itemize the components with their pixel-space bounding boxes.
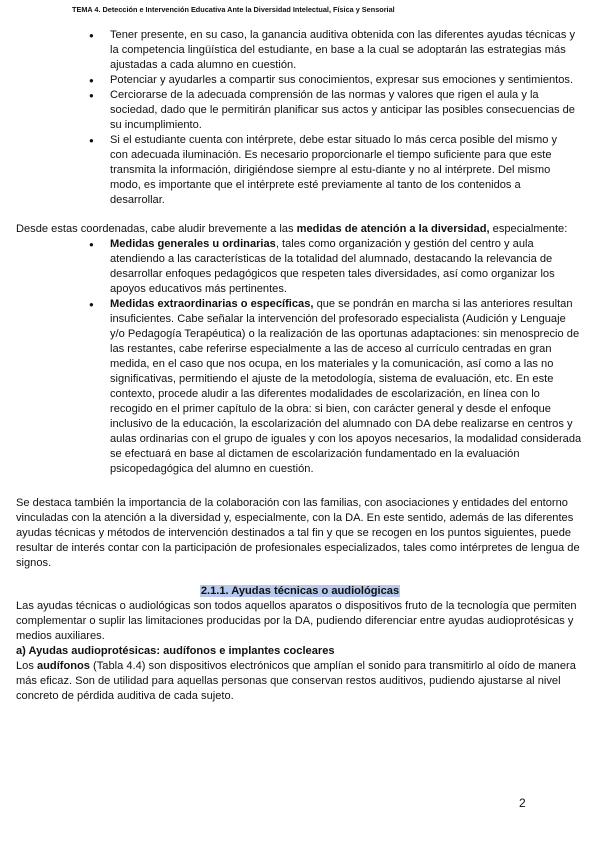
text-span: , tales como organización y gestión del centro y aula atendiendo a las características de la totalidad del alumnado, destacando la relevancia de desarrollar enfoques pedagógicos que respeten tales diversidades, así como organizar los apoyos educativos más pertinentes. — [110, 238, 555, 295]
list-item — [16, 237, 582, 297]
bold-span: Medidas generales u ordinarias — [110, 238, 276, 250]
paragraph-ayudas-intro: Las ayudas técnicas o audiológicas son todos aquellos aparatos o dispositivos fruto de la tecnología que permiten complementar o suplir las limitaciones producidas por la DA, pudiendo diferenciar entre ayudas audioprotésicas y medios auxiliares. — [16, 600, 577, 642]
section-heading-text: 2.1.1. Ayudas técnicas o audiológicas — [200, 585, 400, 597]
bold-span: audífonos — [36, 660, 90, 672]
paragraph-audifonos — [16, 659, 584, 704]
bold-span: Medidas extraordinarias o específicas, — [110, 298, 314, 310]
text-span: Desde estas coordenadas, cabe aludir brevemente a las — [16, 223, 297, 235]
subheading: a) Ayudas audioprotésicas: audífonos e implantes cocleares — [16, 645, 335, 657]
list-item: ● Cerciorarse de la adecuada comprensión de las normas y valores que rigen el aula y la sociedad, dado que le permitirán planificar sus actos y anticipar las posibles consecuencias de su incumplimiento. — [16, 88, 578, 133]
paragraph-familias: Se destaca también la importancia de la colaboración con las familias, con asociaciones y entidades del entorno vinculadas con la atención a la diversidad y, especialmente, con la DA. En este sentido, además de las diferentes ayudas técnicas y métodos de intervención destinados a tal fin y que se recogen en los puntos siguientes, puede resultar de interés contar con la participación de profesionales especializados, tales como intérpretes de lengua de signos. — [16, 497, 580, 569]
list-item: ● Potenciar y ayudarles a compartir sus conocimientos, expresar sus emociones y sentimientos. — [16, 73, 578, 88]
text-span: Los — [16, 660, 37, 672]
list-item: ● Si el estudiante cuenta con intérprete, debe estar situado lo más cerca posible del mismo y con adecuada iluminación. Es necesario proporcionarle el tiempo suficiente para que este transmita la información, dirigiéndose siempre al estu-diante y no al intérprete. Del mismo modo, es importante que el intérprete esté previamente al tanto de los contenidos a desarrollar. — [16, 133, 578, 208]
recommendations-list — [16, 28, 584, 208]
bold-span: medidas de atención a la diversidad, — [296, 223, 490, 235]
text-span: (Tabla 4.4) son dispositivos electrónicos que amplían el sonido para transmitirlo al oído de manera más eficaz. Son de utilidad para aquellas personas que conservan restos auditivos, pudiendo ajustarse al nivel concreto de pérdida auditiva de cada sujeto. — [16, 660, 576, 702]
page-number: 2 — [519, 796, 526, 810]
measures-list — [16, 237, 584, 477]
list-item: ● Tener presente, en su caso, la ganancia auditiva obtenida con las diferentes ayudas técnicas y la competencia lingüística del estudiante, en base a la cual se adoptarán las estrategias más ajustadas a cada alumno en cuestión. — [16, 28, 578, 73]
section-heading — [16, 584, 584, 599]
page-body — [16, 28, 584, 704]
list-item — [16, 297, 582, 477]
text-span: que se pondrán en marcha si las anteriores resultan insuficientes. Cabe señalar la intervención del profesorado especialista (Audición y Lenguaje y/o Pedagogía Terapéutica) o la realización de las oportunas adaptaciones: sin menosprecio de las restantes, cabe referirse especialmente a las de acceso al currículo centradas en gran medida, en el caso que nos ocupa, en los materiales y la comunicación, así como a las no significativas, permitiendo el ajuste de la metodología, sistema de evaluación, etc. En este contexto, procede aludir a las diferentes modalidades de escolarización, en línea con lo recogido en el primer capítulo de la obra: si bien, con carácter general y desde el enfoque inclusivo de la educación, la escolarización del alumnado con DA debe realizarse en centros y aulas ordinarias con el grupo de iguales y con los apoyos necesarios, la modalidad considerada se efectuará en base al dictamen de escolarización fundamentado en la evaluación psicopedagógica del alumno en cuestión. — [110, 298, 582, 475]
text-span: especialmente: — [489, 223, 568, 235]
paragraph-medidas-intro — [16, 222, 584, 237]
running-header: TEMA 4. Detección e Intervención Educativa Ante la Diversidad Intelectual, Física y Sensorial — [72, 5, 395, 14]
